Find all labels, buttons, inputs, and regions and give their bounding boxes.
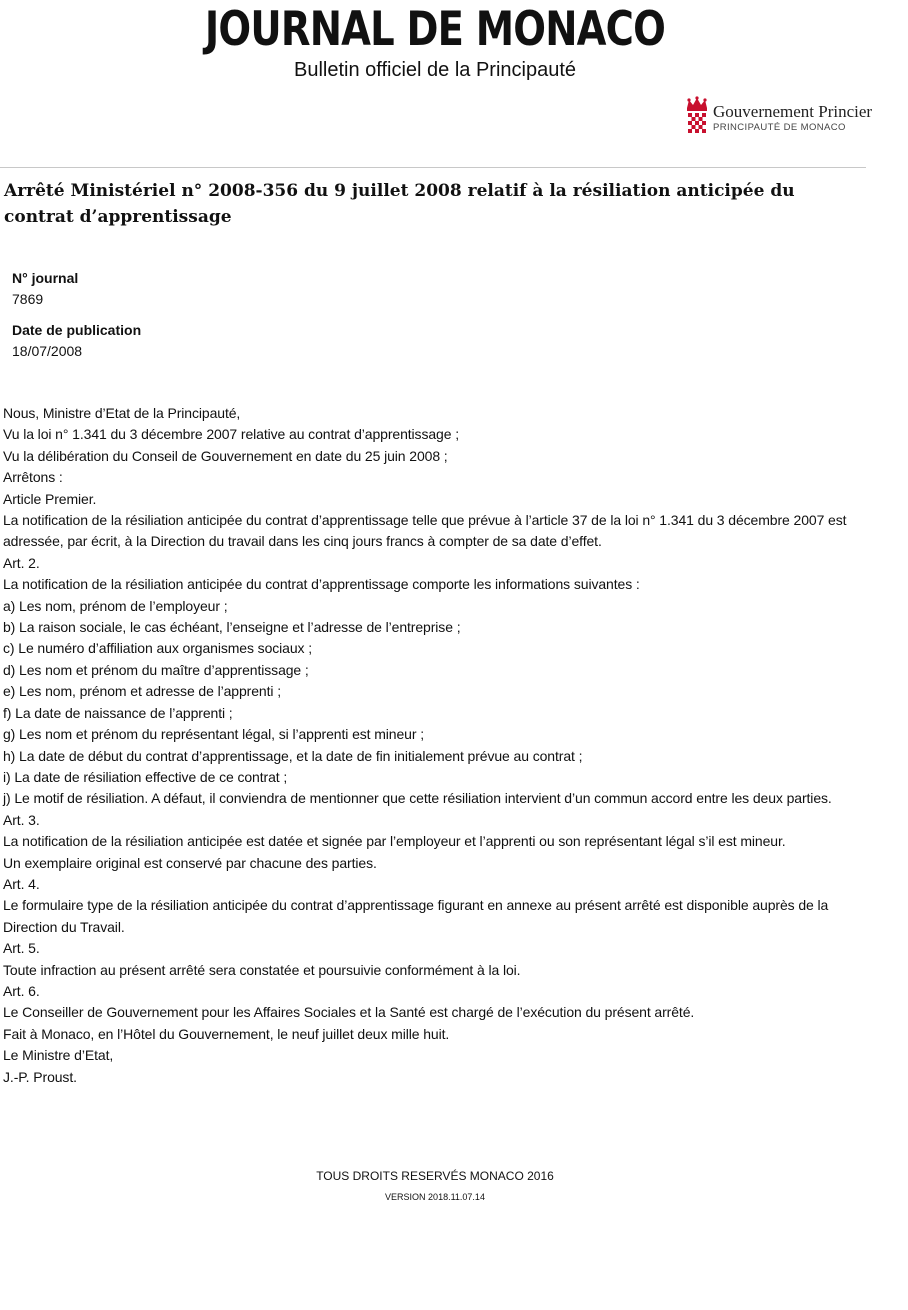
body-line: La notification de la résiliation anticipée est datée et signée par l’employeur et l’apprenti ou son représentant légal s’il est mineur. bbox=[3, 833, 786, 850]
body-line: Art. 2. bbox=[3, 554, 40, 571]
body-line: j) Le motif de résiliation. A défaut, il conviendra de mentionner que cette résiliation intervient d’un commun accord entre les deux parties. bbox=[3, 790, 832, 807]
body-line: Le Conseiller de Gouvernement pour les Affaires Sociales et la Santé est chargé de l’exécution du présent arrêté. bbox=[3, 1004, 695, 1021]
journal-title: JOURNAL DE MONACO bbox=[204, 2, 666, 57]
journal-number-label: N° journal bbox=[12, 270, 79, 286]
body-line: a) Les nom, prénom de l’employeur ; bbox=[3, 597, 228, 614]
government-name: Gouvernement Princier bbox=[713, 102, 873, 121]
body-line: Article Premier. bbox=[3, 490, 97, 507]
body-line: i) La date de résiliation effective de ce contrat ; bbox=[3, 768, 288, 785]
publication-date-label: Date de publication bbox=[12, 322, 142, 338]
body-line: La notification de la résiliation anticipée du contrat d’apprentissage telle que prévue à l’article 37 de la loi n° 1.341 du 3 décembre 2007 est adressée, par écrit, à la Direction du travail dans les cinq jours francs à compter de sa date d’effet. bbox=[3, 512, 847, 550]
government-logo[interactable] bbox=[684, 96, 894, 138]
government-subtitle: PRINCIPAUTÉ DE MONACO bbox=[713, 122, 846, 133]
masthead bbox=[0, 0, 870, 82]
body-line: La notification de la résiliation anticipée du contrat d’apprentissage comporte les informations suivantes : bbox=[3, 576, 640, 593]
copyright-notice: TOUS DROITS RESERVÉS MONACO 2016 bbox=[316, 1169, 554, 1183]
body-line: Fait à Monaco, en l’Hôtel du Gouvernement, le neuf juillet deux mille huit. bbox=[3, 1025, 450, 1042]
journal-subtitle: Bulletin officiel de la Principauté bbox=[293, 59, 577, 81]
document-title: Arrêté Ministériel n° 2008-356 du 9 juillet 2008 relatif à la résiliation anticipée du contrat d’apprentissage bbox=[4, 181, 795, 227]
version-label: VERSION 2018.11.07.14 bbox=[385, 1192, 485, 1202]
body-line: Art. 5. bbox=[3, 940, 40, 957]
body-line: Art. 3. bbox=[3, 811, 40, 828]
document-body bbox=[3, 403, 883, 1088]
body-line: d) Les nom et prénom du maître d’apprentissage ; bbox=[3, 661, 309, 678]
body-line: e) Les nom, prénom et adresse de l’apprenti ; bbox=[3, 683, 281, 700]
body-line: Le formulaire type de la résiliation anticipée du contrat d’apprentissage figurant en annexe au présent arrêté est disponible auprès de la Direction du Travail. bbox=[3, 897, 829, 935]
publication-date-value: 18/07/2008 bbox=[12, 343, 83, 359]
body-line: Le Ministre d’Etat, bbox=[3, 1047, 114, 1064]
body-line: Arrêtons : bbox=[3, 469, 63, 486]
body-line: f) La date de naissance de l’apprenti ; bbox=[3, 704, 233, 721]
body-line: Un exemplaire original est conservé par chacune des parties. bbox=[3, 854, 377, 871]
crown-crest-icon bbox=[684, 96, 710, 138]
body-line: Art. 4. bbox=[3, 875, 40, 892]
body-line: J.-P. Proust. bbox=[3, 1068, 77, 1085]
header-divider bbox=[0, 167, 866, 168]
document-metadata bbox=[12, 268, 141, 372]
body-line: Nous, Ministre d’Etat de la Principauté, bbox=[3, 405, 241, 421]
body-line: Vu la délibération du Conseil de Gouvernement en date du 25 juin 2008 ; bbox=[3, 447, 448, 464]
body-line: b) La raison sociale, le cas échéant, l’enseigne et l’adresse de l’entreprise ; bbox=[3, 619, 461, 636]
body-line: c) Le numéro d’affiliation aux organismes sociaux ; bbox=[3, 640, 313, 657]
body-line: Art. 6. bbox=[3, 982, 40, 999]
body-line: h) La date de début du contrat d’apprentissage, et la date de fin initialement prévue au contrat ; bbox=[3, 747, 583, 764]
page-footer bbox=[0, 1167, 870, 1205]
body-line: g) Les nom et prénom du représentant légal, si l’apprenti est mineur ; bbox=[3, 726, 425, 743]
body-line: Toute infraction au présent arrêté sera constatée et poursuivie conformément à la loi. bbox=[3, 961, 521, 978]
body-line: Vu la loi n° 1.341 du 3 décembre 2007 relative au contrat d’apprentissage ; bbox=[3, 426, 459, 443]
journal-number-value: 7869 bbox=[12, 291, 44, 307]
